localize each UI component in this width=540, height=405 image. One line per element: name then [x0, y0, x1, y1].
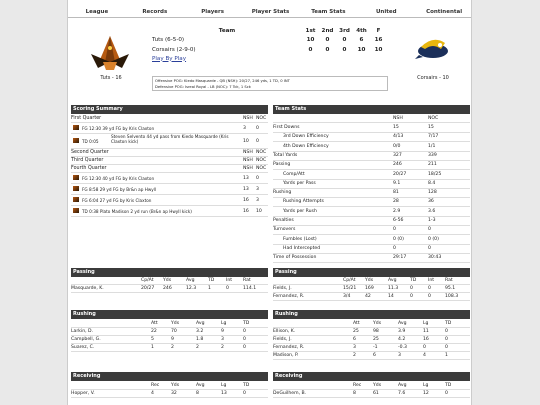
score-away: 0 [256, 139, 259, 144]
player-stat-row [273, 352, 470, 359]
score-away: NOC [256, 150, 267, 155]
receiving-away-table [273, 382, 470, 404]
team-stat-away: 0 [428, 227, 431, 233]
stat-value: 98 [373, 329, 379, 334]
team-stat-label: Yards per Pass [283, 180, 316, 186]
stat-header: Avg [186, 278, 195, 283]
score-home: 13 [243, 176, 249, 181]
stat-value: 32 [171, 391, 177, 396]
scoring-summary-title: Scoring Summary [71, 105, 268, 114]
stat-value: 14 [388, 294, 394, 299]
team-stat-row [273, 152, 470, 159]
team-stat-home: 20/27 [393, 171, 407, 177]
row-divider [71, 292, 268, 293]
team-stat-row [273, 245, 470, 252]
team-stat-home: 0 (0) [393, 236, 404, 242]
stat-value: 15/21 [343, 286, 357, 291]
team-stat-away: 1-3 [428, 218, 436, 223]
tuts-team-icon [73, 175, 79, 180]
stat-value: 9 [221, 329, 224, 334]
team-stats-table [273, 115, 470, 265]
score-away: 0 [256, 176, 259, 181]
stat-value: 0 [423, 345, 426, 350]
row-divider [273, 262, 470, 263]
team-stat-home: 81 [393, 190, 399, 196]
passing-home-table [71, 277, 268, 301]
team-stat-home: 0 [393, 245, 396, 251]
team-stat-label: Comp/Att [283, 171, 305, 177]
stat-header: Avg [196, 321, 205, 326]
team-stat-label: First Downs [273, 125, 300, 130]
score-cell: 6 [359, 37, 364, 44]
player-name: Fernandez, R. [273, 294, 305, 299]
team-stat-away: 1/1 [428, 143, 436, 149]
team-stat-away: 7/17 [428, 134, 439, 140]
team-stat-home: 4/13 [393, 134, 404, 140]
team-stat-label: Time of Possession [273, 255, 317, 261]
team-stat-row [273, 198, 470, 205]
corsairs-team-icon [73, 186, 79, 191]
team-stat-row [273, 124, 470, 131]
quarter-label: First Quarter [71, 116, 102, 121]
page [67, 0, 472, 405]
stat-value: -0.3 [398, 345, 407, 350]
receiving-home-title: Receiving [71, 372, 268, 381]
stat-header: Yds [373, 321, 382, 326]
stat-value: 2 [196, 345, 199, 350]
stat-value: 3/4 [343, 294, 351, 299]
stat-header-row [71, 382, 268, 389]
header-nsh: NSH [393, 116, 403, 121]
scoreboard-team: Corsairs (2-9-0) [152, 46, 196, 53]
receiving-home-table [71, 382, 268, 404]
stat-value: 0 [243, 345, 246, 350]
player-stat-row [71, 285, 268, 292]
player-name: Fernandez, R. [273, 345, 305, 350]
team-stat-home: 6-56 [393, 218, 404, 223]
stat-header: Avg [398, 383, 407, 388]
player-stat-row [273, 344, 470, 351]
team-stat-label: Yards per Rush [283, 208, 317, 214]
away-team-caption: Corsairs - 10 [417, 75, 449, 81]
team-stat-home: 9.1 [393, 180, 401, 186]
stat-value: 11.3 [388, 286, 399, 291]
team-stat-row [273, 180, 470, 187]
scoreboard-header [152, 26, 388, 36]
row-divider [273, 397, 470, 398]
nav-records[interactable]: Records [142, 9, 168, 15]
team-stat-away: 36 [428, 199, 434, 205]
stat-header: Lg [221, 383, 227, 388]
tuts-logo-icon [88, 34, 132, 72]
stat-value: 11 [423, 329, 429, 334]
tuts-team-icon [73, 197, 79, 202]
team-stat-away: 15 [428, 125, 434, 130]
player-name: Fields, J. [273, 286, 292, 291]
rushing-home-title: Rushing [71, 310, 268, 319]
stat-value: 0 [243, 337, 246, 342]
score-cell: 10 [357, 46, 366, 53]
team-stat-away: 8.4 [428, 180, 436, 186]
player-stat-row [273, 293, 470, 300]
team-stat-label: Rushing Attempts [283, 199, 324, 205]
stat-value: 13 [221, 391, 227, 396]
stat-value: 42 [365, 294, 371, 299]
passing-home-title: Passing [71, 268, 268, 277]
stat-header: Cp/At [141, 278, 154, 283]
stat-value: 6 [373, 353, 376, 358]
stat-value: 0 [410, 294, 413, 299]
score-away: 0 [256, 126, 259, 131]
stat-header: Cp/At [343, 278, 356, 283]
team-stat-row [273, 217, 470, 224]
nav-team-stats[interactable]: Team Stats [311, 9, 346, 15]
team-stat-away: 211 [428, 162, 437, 168]
team-stat-label: Had Intercepted [283, 245, 321, 251]
stat-value: 95.1 [445, 286, 456, 291]
team-stat-row [273, 254, 470, 261]
stat-header: Lg [423, 321, 429, 326]
stat-value: 0 [428, 286, 431, 291]
scoring-play: FG 8:58 29 yd FG by Br&n ap Hwyll [82, 187, 157, 192]
offensive-pog: Offensive POG: Kiedo Masquarde - QB (NSH): 20/27, 246 yds, 1 TD, 0 INT [155, 79, 290, 83]
header-noc: NOC [428, 116, 439, 121]
scoring-play: FG 12:30 40 yd FG by Kris Claxton [82, 176, 155, 181]
scoreboard [152, 26, 388, 66]
stat-value: 3.2 [196, 329, 204, 334]
stat-value: 61 [373, 391, 379, 396]
stat-header: TD [445, 383, 452, 388]
scoring-row [71, 134, 268, 149]
scoreboard-q1-header: 1st [305, 27, 316, 34]
stat-value: 1 [208, 286, 211, 291]
team-stat-away: 339 [428, 152, 437, 158]
stat-header: TD [410, 278, 417, 283]
stat-value: 0 [226, 286, 229, 291]
stat-value: 1 [151, 345, 154, 350]
scoring-play: TD 0:05 [82, 139, 99, 144]
stat-value: 0 [445, 345, 448, 350]
score-home: NSH [243, 158, 253, 163]
team-stat-away: 0 (0) [428, 236, 439, 242]
team-stat-home: 0/0 [393, 143, 401, 149]
score-home: 16 [243, 198, 249, 203]
player-stat-row [71, 344, 268, 351]
score-cell: 10 [306, 37, 315, 44]
receiving-away-title: Receiving [273, 372, 470, 381]
stat-value: 0 [428, 294, 431, 299]
stat-value: 8 [196, 391, 199, 396]
stat-value: 0 [445, 329, 448, 334]
nav-players[interactable]: Players [201, 9, 225, 15]
stat-value: 3 [398, 353, 401, 358]
team-stat-row [273, 133, 470, 140]
row-divider [273, 122, 470, 123]
corsairs-team-icon [73, 208, 79, 213]
team-stat-row [273, 189, 470, 196]
stat-header: Int [226, 278, 233, 283]
stat-header: Lg [221, 321, 227, 326]
stat-header: Rat [243, 278, 251, 283]
defensive-pog: Defensive POG: Isreal Royal - LB (NOC): 7 Tck, 1 Sck [155, 85, 251, 89]
player-name: Campbell, G. [71, 337, 101, 342]
stat-value: 114.1 [243, 286, 257, 291]
player-name: Madison, P. [273, 353, 299, 358]
stat-header-row [273, 382, 470, 389]
stat-header: Rec [151, 383, 160, 388]
score-away: NOC [256, 158, 267, 163]
team-stats-title: Team Stats [273, 105, 470, 114]
stat-value: 2 [353, 353, 356, 358]
stat-value: 4 [151, 391, 154, 396]
scoreboard-team-header: Team [218, 27, 236, 34]
quarter-label: Second Quarter [71, 150, 109, 155]
stat-value: 169 [365, 286, 374, 291]
stat-header: Att [151, 321, 158, 326]
team-stat-away: 128 [428, 190, 437, 196]
play-by-play-link[interactable]: Play By Play [152, 55, 187, 62]
team-stat-home: 0 [393, 227, 396, 233]
player-name: Masquarde, K. [71, 286, 104, 291]
stat-value: 25 [353, 329, 359, 334]
scoreboard-final-header: F [376, 27, 381, 34]
stat-header: Yds [171, 383, 180, 388]
team-stat-label: Rushing [273, 190, 292, 196]
stat-header: TD [243, 383, 250, 388]
scoreboard-team: Tuts (6-5-0) [152, 37, 185, 44]
players-of-game-box [152, 76, 388, 91]
top-nav [68, 6, 472, 18]
team-stat-home: 29:17 [393, 255, 407, 261]
passing-away-title: Passing [273, 268, 470, 277]
stat-header: Yds [365, 278, 374, 283]
stat-value: 2 [171, 345, 174, 350]
stat-value: 12.3 [186, 286, 197, 291]
tuts-team-icon [73, 125, 79, 130]
score-away: NOC [256, 166, 267, 171]
nav-player-stats[interactable]: Player Stats [251, 9, 290, 15]
stat-value: 108.3 [445, 294, 459, 299]
stat-value: 0 [445, 337, 448, 342]
rushing-away-table [273, 320, 470, 368]
stat-value: 12 [423, 391, 429, 396]
stat-value: 3.9 [398, 329, 406, 334]
stat-value: 0 [410, 286, 413, 291]
stat-header: Yds [171, 321, 180, 326]
player-stat-row [273, 328, 470, 335]
stat-header: Int [428, 278, 435, 283]
stat-value: 246 [163, 286, 172, 291]
nav-continental[interactable]: Continental [426, 9, 463, 15]
stat-value: 1.8 [196, 337, 204, 342]
stat-value: 0 [243, 329, 246, 334]
scoring-summary-table [71, 115, 268, 265]
header-nsh: NSH [243, 116, 253, 121]
quarter-label: Third Quarter [71, 158, 104, 163]
stat-value: -1 [373, 345, 378, 350]
team-stat-away: 0 [428, 245, 431, 251]
stat-value: 0 [445, 391, 448, 396]
stat-header: Lg [423, 383, 429, 388]
player-stat-row [273, 285, 470, 292]
player-stat-row [71, 336, 268, 343]
stat-value: 4 [423, 353, 426, 358]
stat-header: Avg [388, 278, 397, 283]
row-divider [71, 351, 268, 352]
stat-header-row [71, 320, 268, 327]
stat-header: TD [243, 321, 250, 326]
stat-header: Att [353, 321, 360, 326]
score-away: 10 [256, 209, 262, 214]
stat-header: Avg [196, 383, 205, 388]
corsairs-logo-icon [413, 33, 453, 69]
player-name: Hopper, V. [71, 391, 95, 396]
stat-value: 6 [353, 337, 356, 342]
stat-header-row [273, 320, 470, 327]
score-cell: 0 [308, 46, 313, 53]
stat-value: 25 [373, 337, 379, 342]
row-divider [71, 216, 268, 217]
scoreboard-row-away [152, 45, 388, 55]
team-stat-home: 28 [393, 199, 399, 205]
stat-header: Yds [163, 278, 172, 283]
home-team-caption: Tuts - 16 [100, 75, 122, 81]
team-stat-home: 327 [393, 152, 402, 158]
team-stat-label: Penalties [273, 218, 294, 223]
team-stat-label: Turnovers [273, 227, 296, 233]
row-divider [71, 397, 268, 398]
score-home: NSH [243, 166, 253, 171]
scoreboard-q4-header: 4th [356, 27, 367, 34]
score-final: 16 [374, 37, 383, 44]
team-stat-home: 246 [393, 162, 402, 168]
team-stat-label: Total Yards [273, 152, 298, 158]
stat-value: 3 [221, 337, 224, 342]
stat-header: Rec [353, 383, 362, 388]
header-noc: NOC [256, 116, 267, 121]
team-stat-home: 15 [393, 125, 399, 130]
score-away: 3 [256, 198, 259, 203]
team-stat-away: 30:43 [428, 255, 442, 261]
stat-value: 16 [423, 337, 429, 342]
team-stat-row [273, 161, 470, 168]
team-stat-label: Passing [273, 162, 291, 168]
player-name: Larkin, D. [71, 329, 94, 334]
scoreboard-q2-header: 2nd [321, 27, 334, 34]
row-divider [273, 300, 470, 301]
score-home: 10 [243, 139, 249, 144]
score-home: 3 [243, 126, 246, 131]
score-home: 13 [243, 187, 249, 192]
team-stat-row [273, 208, 470, 215]
player-name: DeGuilhem, B. [273, 391, 307, 396]
stat-value: 5 [151, 337, 154, 342]
stat-header: TD [445, 321, 452, 326]
passing-away-table [273, 277, 470, 305]
score-home: 16 [243, 209, 249, 214]
stat-header: TD [208, 278, 215, 283]
stat-header-row [273, 277, 470, 284]
stat-value: 70 [171, 329, 177, 334]
score-final: 10 [374, 46, 383, 53]
team-stat-label: Fumbles (Lost) [283, 236, 317, 242]
stat-value: 9 [171, 337, 174, 342]
score-home: NSH [243, 150, 253, 155]
stat-header: Avg [398, 321, 407, 326]
score-cell: 0 [325, 37, 330, 44]
team-stat-away: 18/25 [428, 171, 442, 177]
score-away: 3 [256, 187, 259, 192]
team-stat-home: 2.9 [393, 208, 401, 214]
row-divider [273, 359, 470, 360]
score-cell: 0 [325, 46, 330, 53]
team-stat-row [273, 226, 470, 233]
team-stat-label: 3rd Down Efficiency [283, 134, 329, 140]
scoring-play: FG 6:04 27 yd FG by Kris Claxton [82, 198, 152, 203]
stat-header: Rat [445, 278, 453, 283]
stat-value: 0 [243, 391, 246, 396]
player-stat-row [273, 336, 470, 343]
stat-value: 8 [353, 391, 356, 396]
scoring-header [71, 115, 268, 122]
stat-value: 2 [221, 345, 224, 350]
rushing-away-title: Rushing [273, 310, 470, 319]
player-stat-row [71, 390, 268, 397]
score-cell: 0 [342, 46, 347, 53]
player-stat-row [71, 328, 268, 335]
nav-league[interactable]: League [85, 9, 109, 15]
stat-value: 4.2 [398, 337, 406, 342]
scoreboard-row-home [152, 36, 388, 46]
stat-value: 20/27 [141, 286, 155, 291]
stat-header: Yds [373, 383, 382, 388]
team-stat-label: 4th Down Efficiency [283, 143, 329, 149]
team-stat-row [273, 236, 470, 243]
player-name: Suarez, C. [71, 345, 95, 350]
team-stats-header [273, 115, 470, 122]
score-cell: 0 [342, 37, 347, 44]
rushing-home-table [71, 320, 268, 360]
scoring-play-description: Steven Selvento 44 yd pass from Kiedo Masquarde (Kris Claxton kick) [111, 134, 229, 144]
stat-value: 7.6 [398, 391, 406, 396]
nav-united[interactable]: United [375, 9, 397, 15]
stat-header-row [71, 277, 268, 284]
team-stat-row [273, 143, 470, 150]
quarter-label: Fourth Quarter [71, 166, 107, 171]
stat-value: 1 [445, 353, 448, 358]
team-stat-row [273, 171, 470, 178]
player-stat-row [273, 390, 470, 397]
player-name: Fields, J. [273, 337, 292, 342]
team-stat-away: 3.6 [428, 208, 436, 214]
player-name: Ellison, K. [273, 329, 296, 334]
stat-value: 22 [151, 329, 157, 334]
stat-value: 3 [353, 345, 356, 350]
scoreboard-q3-header: 3rd [339, 27, 350, 34]
scoring-play: TD 0:38 Plato Madison 2 yd run (Br&n ap Hwyll kick) [82, 209, 192, 214]
tuts-team-icon [73, 138, 79, 143]
scoring-play: FG 12:30 39 yd FG by Kris Claxton [82, 126, 155, 131]
